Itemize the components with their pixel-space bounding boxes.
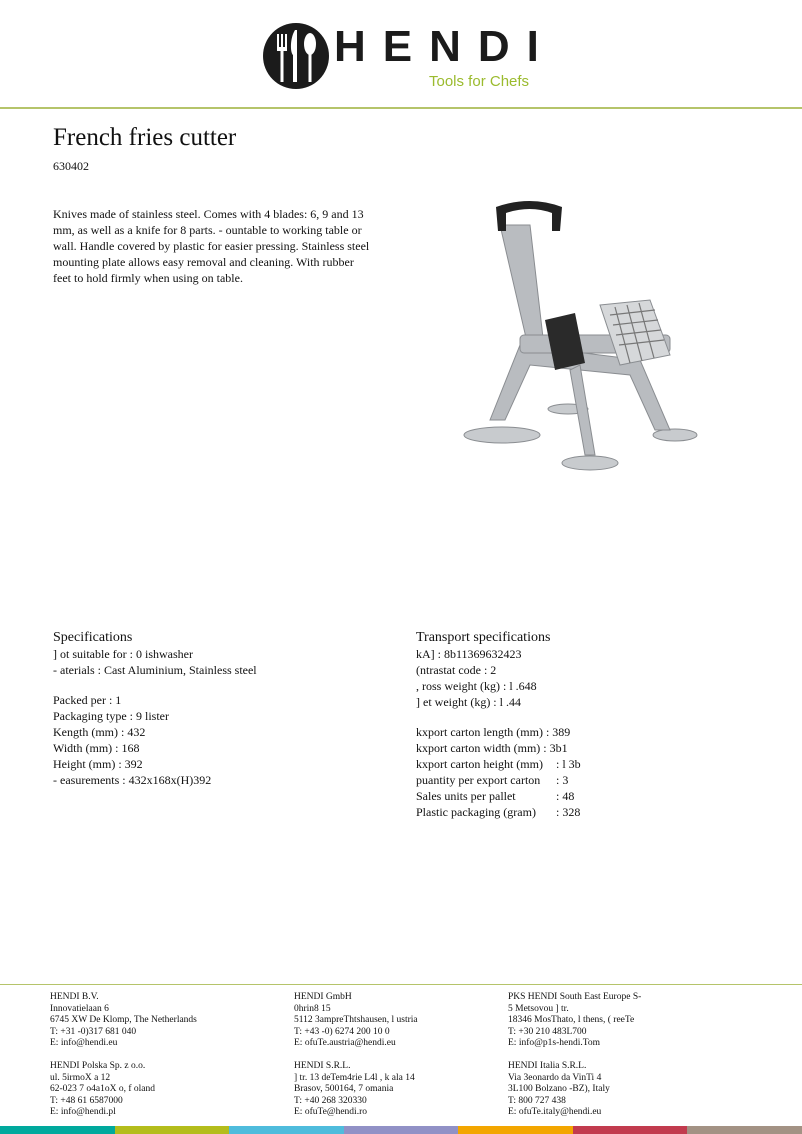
address-line: T: +43 -0) 6274 200 10 0 <box>294 1026 390 1037</box>
brand-name: HENDI <box>334 22 556 71</box>
transport-label: puantity per export carton <box>416 773 541 787</box>
footer-column <box>50 992 197 1130</box>
transport-value: : l 3b <box>556 757 581 771</box>
product-code: 630402 <box>53 159 89 173</box>
address-line: E: ofuTe@hendi.ro <box>294 1107 367 1118</box>
specifications-section <box>53 630 257 788</box>
transport-label: Plastic packaging (gram) <box>416 805 536 819</box>
spec-line: - aterials : Cast Aluminium, Stainless steel <box>53 663 257 677</box>
transport-line: (ntrastat code : 2 <box>416 663 497 677</box>
address-line: 3L100 Bolzano -BZ), Italy <box>508 1084 610 1095</box>
transport-label: kxport carton height (mm) <box>416 757 543 771</box>
transport-value: : 328 <box>556 805 581 819</box>
address-line: HENDI Italia S.R.L. <box>508 1060 587 1071</box>
footer-column <box>294 992 418 1130</box>
color-bar-segment <box>573 1126 688 1134</box>
product-image <box>460 195 700 480</box>
header-divider <box>0 107 802 109</box>
address-line: Innovatielaan 6 <box>50 1003 109 1014</box>
address-line: 0hrin8 15 <box>294 1003 331 1014</box>
address-line: T: 800 727 438 <box>508 1095 566 1106</box>
address-line: Brasov, 500164, 7 omania <box>294 1084 394 1095</box>
transport-line: kxport carton length (mm) : 389 <box>416 725 571 739</box>
office-address <box>50 1061 197 1119</box>
transport-heading: Transport specifications <box>416 630 551 645</box>
spec-line: Packed per : 1 <box>53 693 122 707</box>
address-line: E: info@hendi.pl <box>50 1107 116 1118</box>
footer-divider <box>0 984 802 985</box>
address-line: E: ofuTe.italy@hendi.eu <box>508 1107 602 1118</box>
address-line: T: +30 210 483L700 <box>508 1026 587 1037</box>
color-bar-segment <box>229 1126 344 1134</box>
transport-section <box>416 630 736 820</box>
address-line: E: ofuTe.austria@hendi.eu <box>294 1038 396 1049</box>
address-line: 5112 3ampreThtshausen, l ustria <box>294 1015 418 1026</box>
transport-row <box>416 804 736 820</box>
footer-color-bar <box>0 1126 802 1134</box>
brand-tagline: Tools for Chefs <box>429 73 530 90</box>
color-bar-segment <box>115 1126 230 1134</box>
office-address <box>294 992 418 1050</box>
transport-row <box>416 756 736 772</box>
address-line: HENDI GmbH <box>294 992 352 1002</box>
address-line: T: +40 268 320330 <box>294 1095 367 1106</box>
spec-line: - easurements : 432x168x(H)392 <box>53 773 212 787</box>
color-bar-segment <box>0 1126 115 1134</box>
transport-row <box>416 772 736 788</box>
address-line: ] tr. 13 deTem4rie L4l , k ala 14 <box>294 1072 415 1083</box>
address-line: 18346 MosThato, l thens, ( reeTe <box>508 1015 635 1026</box>
office-address <box>294 1061 418 1119</box>
spec-line: Kength (mm) : 432 <box>53 725 146 739</box>
spec-line: ] ot suitable for : 0 ishwasher <box>53 647 193 661</box>
address-line: 62-023 7 o4a1oX o, f oland <box>50 1084 156 1095</box>
address-line: T: +31 -0)317 681 040 <box>50 1026 137 1037</box>
cutlery-logo-icon <box>262 22 330 90</box>
transport-line: kA] : 8b11369632423 <box>416 647 522 661</box>
address-line: ul. 5irmoX a 12 <box>50 1072 111 1083</box>
address-line: HENDI Polska Sp. z o.o. <box>50 1060 146 1071</box>
office-address <box>508 992 641 1050</box>
transport-row <box>416 788 736 804</box>
transport-label: Sales units per pallet <box>416 789 516 803</box>
color-bar-segment <box>344 1126 459 1134</box>
footer-column <box>508 992 641 1130</box>
spec-line: Packaging type : 9 lister <box>53 709 169 723</box>
color-bar-segment <box>458 1126 573 1134</box>
office-address <box>508 1061 641 1119</box>
address-line: HENDI B.V. <box>50 992 99 1002</box>
address-line: 5 Metsovou ] tr. <box>508 1003 569 1014</box>
transport-line: ] et weight (kg) : l .44 <box>416 695 521 709</box>
address-line: HENDI S.R.L. <box>294 1060 351 1071</box>
hendi-logo <box>262 20 556 100</box>
product-title: French fries cutter <box>53 124 237 151</box>
address-line: E: info@hendi.eu <box>50 1038 118 1049</box>
address-line: PKS HENDI South East Europe S- <box>508 992 642 1002</box>
address-line: Via 3eonardo da VinTi 4 <box>508 1072 602 1083</box>
transport-value: : 48 <box>556 789 575 803</box>
address-line: T: +48 61 6587000 <box>50 1095 123 1106</box>
office-address <box>50 992 197 1050</box>
specifications-heading: Specifications <box>53 630 133 645</box>
address-line: E: info@p1s-hendi.Tom <box>508 1038 600 1049</box>
spec-line: Width (mm) : 168 <box>53 741 140 755</box>
color-bar-segment <box>687 1126 802 1134</box>
address-line: 6745 XW De Klomp, The Netherlands <box>50 1015 197 1026</box>
transport-value: : 3 <box>556 773 569 787</box>
spec-line: Height (mm) : 392 <box>53 757 143 771</box>
product-description: Knives made of stainless steel. Comes with 4 blades: 6, 9 and 13 mm, as well as a knife for 8 parts. - ountable to working table or wall. Handle covered by plastic for easier pressing. Stainless steel mounting plate allows easy removal and cleaning. With rubber feet to hold firmly when using on table. <box>53 207 370 285</box>
transport-line: kxport carton width (mm) : 3b1 <box>416 741 568 755</box>
transport-line: , ross weight (kg) : l .648 <box>416 679 537 693</box>
